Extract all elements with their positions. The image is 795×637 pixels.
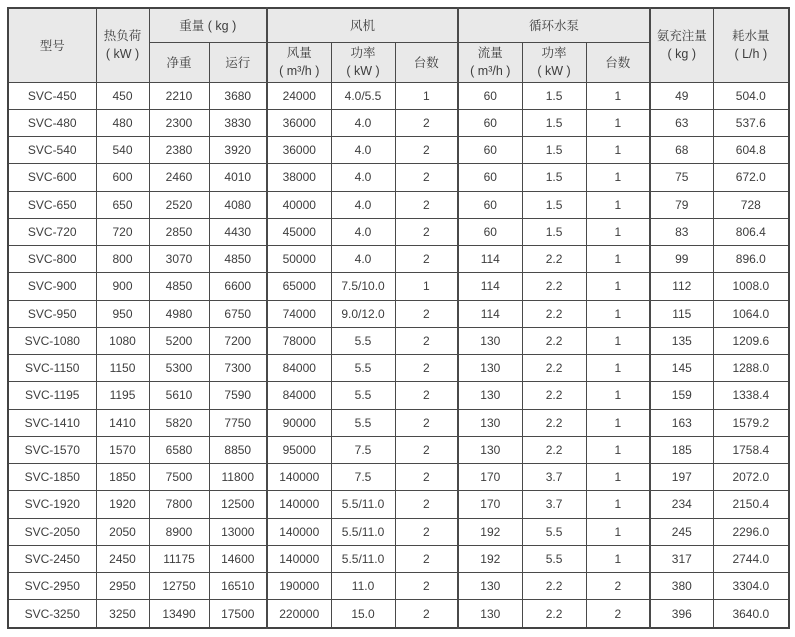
cell-pump_qty: 1 [586, 300, 650, 327]
cell-air_volume: 78000 [267, 327, 331, 354]
cell-pump_qty: 1 [586, 409, 650, 436]
cell-heat_load: 720 [96, 218, 149, 245]
cell-model: SVC-1195 [8, 382, 96, 409]
cell-flow: 60 [458, 164, 522, 191]
cell-fan_power: 5.5 [331, 382, 395, 409]
cell-fan_qty: 2 [395, 573, 458, 600]
cell-net_weight: 5300 [149, 355, 209, 382]
table-row [8, 382, 789, 409]
cell-pump_power: 2.2 [522, 355, 586, 382]
cell-operating_weight: 4430 [209, 218, 267, 245]
cell-heat_load: 1410 [96, 409, 149, 436]
cell-water_consumption: 1209.6 [713, 327, 789, 354]
cell-flow: 114 [458, 300, 522, 327]
cell-water_consumption: 1579.2 [713, 409, 789, 436]
cell-pump_qty: 1 [586, 382, 650, 409]
table-row [8, 137, 789, 164]
col-header-fan-qty: 台数 [395, 42, 458, 82]
cell-pump_qty: 1 [586, 327, 650, 354]
cell-fan_power: 9.0/12.0 [331, 300, 395, 327]
cell-fan_qty: 2 [395, 300, 458, 327]
cell-pump_power: 2.2 [522, 600, 586, 628]
cell-water_consumption: 1758.4 [713, 436, 789, 463]
cell-pump_qty: 1 [586, 218, 650, 245]
col-header-water-consumption [713, 8, 789, 82]
table-row [8, 82, 789, 109]
cell-fan_power: 7.5 [331, 436, 395, 463]
cell-pump_qty: 1 [586, 82, 650, 109]
cell-fan_qty: 2 [395, 355, 458, 382]
cell-ammonia_charge: 396 [650, 600, 713, 628]
cell-fan_qty: 2 [395, 518, 458, 545]
table-row [8, 164, 789, 191]
cell-fan_qty: 2 [395, 545, 458, 572]
cell-operating_weight: 3920 [209, 137, 267, 164]
cell-net_weight: 11175 [149, 545, 209, 572]
table-row [8, 518, 789, 545]
cell-fan_qty: 2 [395, 137, 458, 164]
cell-pump_qty: 1 [586, 191, 650, 218]
cell-water_consumption: 3640.0 [713, 600, 789, 628]
cell-ammonia_charge: 83 [650, 218, 713, 245]
cell-heat_load: 540 [96, 137, 149, 164]
cell-fan_power: 4.0 [331, 109, 395, 136]
table-row [8, 491, 789, 518]
cell-model: SVC-800 [8, 246, 96, 273]
cell-pump_power: 2.2 [522, 409, 586, 436]
cell-fan_qty: 2 [395, 464, 458, 491]
water-label: 耗水量 [732, 29, 770, 44]
cell-water_consumption: 537.6 [713, 109, 789, 136]
col-header-pump-qty: 台数 [586, 42, 650, 82]
group-header-pump: 循环水泵 [458, 8, 650, 42]
table-body [8, 82, 789, 628]
cell-heat_load: 2050 [96, 518, 149, 545]
table-row [8, 600, 789, 628]
cell-water_consumption: 806.4 [713, 218, 789, 245]
ammonia-label: 氨充注量 [656, 29, 707, 44]
cell-heat_load: 1920 [96, 491, 149, 518]
cell-air_volume: 36000 [267, 137, 331, 164]
table-header [8, 8, 789, 82]
cell-air_volume: 50000 [267, 246, 331, 273]
header-row-groups [8, 8, 789, 42]
cell-air_volume: 90000 [267, 409, 331, 436]
cell-ammonia_charge: 185 [650, 436, 713, 463]
table-row [8, 246, 789, 273]
cell-heat_load: 650 [96, 191, 149, 218]
cell-heat_load: 2450 [96, 545, 149, 572]
cell-fan_power: 5.5 [331, 409, 395, 436]
cell-flow: 170 [458, 464, 522, 491]
cell-fan_qty: 2 [395, 436, 458, 463]
cell-water_consumption: 896.0 [713, 246, 789, 273]
air-volume-label: 风量 [286, 45, 312, 60]
cell-fan_power: 11.0 [331, 573, 395, 600]
cell-heat_load: 1195 [96, 382, 149, 409]
cell-model: SVC-600 [8, 164, 96, 191]
cell-heat_load: 1080 [96, 327, 149, 354]
cell-net_weight: 2850 [149, 218, 209, 245]
cell-operating_weight: 4080 [209, 191, 267, 218]
cell-pump_power: 2.2 [522, 382, 586, 409]
cell-ammonia_charge: 197 [650, 464, 713, 491]
cell-model: SVC-2450 [8, 545, 96, 572]
cell-air_volume: 24000 [267, 82, 331, 109]
cell-net_weight: 5820 [149, 409, 209, 436]
cell-air_volume: 84000 [267, 355, 331, 382]
cell-model: SVC-1570 [8, 436, 96, 463]
cell-net_weight: 5200 [149, 327, 209, 354]
col-header-flow [458, 42, 522, 82]
cell-model: SVC-2950 [8, 573, 96, 600]
cell-ammonia_charge: 112 [650, 273, 713, 300]
cell-operating_weight: 14600 [209, 545, 267, 572]
water-unit: ( L/h ) [734, 47, 768, 62]
cell-ammonia_charge: 75 [650, 164, 713, 191]
col-header-heat-load [96, 8, 149, 82]
cell-fan_power: 4.0 [331, 191, 395, 218]
cell-water_consumption: 3304.0 [713, 573, 789, 600]
cell-air_volume: 45000 [267, 218, 331, 245]
cell-model: SVC-950 [8, 300, 96, 327]
cell-pump_qty: 1 [586, 355, 650, 382]
col-header-pump-power [522, 42, 586, 82]
cell-net_weight: 4980 [149, 300, 209, 327]
cell-fan_qty: 2 [395, 382, 458, 409]
cell-fan_power: 4.0 [331, 137, 395, 164]
cell-operating_weight: 8850 [209, 436, 267, 463]
cell-water_consumption: 672.0 [713, 164, 789, 191]
cell-net_weight: 8900 [149, 518, 209, 545]
flow-label: 流量 [477, 45, 503, 60]
cell-pump_power: 2.2 [522, 327, 586, 354]
cell-air_volume: 140000 [267, 545, 331, 572]
cell-fan_power: 4.0 [331, 218, 395, 245]
cell-heat_load: 480 [96, 109, 149, 136]
cell-net_weight: 2520 [149, 191, 209, 218]
cell-operating_weight: 4010 [209, 164, 267, 191]
cell-pump_power: 2.2 [522, 573, 586, 600]
cell-ammonia_charge: 115 [650, 300, 713, 327]
table-row [8, 573, 789, 600]
table-row [8, 545, 789, 572]
cell-water_consumption: 1288.0 [713, 355, 789, 382]
cell-operating_weight: 6750 [209, 300, 267, 327]
cell-pump_qty: 1 [586, 273, 650, 300]
cell-water_consumption: 1338.4 [713, 382, 789, 409]
cell-pump_power: 1.5 [522, 191, 586, 218]
cell-pump_qty: 2 [586, 600, 650, 628]
cell-fan_qty: 2 [395, 600, 458, 628]
cell-model: SVC-480 [8, 109, 96, 136]
cell-fan_power: 4.0/5.5 [331, 82, 395, 109]
cell-heat_load: 1850 [96, 464, 149, 491]
col-header-fan-power [331, 42, 395, 82]
cell-water_consumption: 2744.0 [713, 545, 789, 572]
cell-air_volume: 65000 [267, 273, 331, 300]
cell-model: SVC-1920 [8, 491, 96, 518]
cell-heat_load: 800 [96, 246, 149, 273]
cell-ammonia_charge: 99 [650, 246, 713, 273]
cell-pump_power: 2.2 [522, 273, 586, 300]
cell-heat_load: 2950 [96, 573, 149, 600]
cell-air_volume: 190000 [267, 573, 331, 600]
cell-pump_power: 3.7 [522, 464, 586, 491]
cell-flow: 114 [458, 273, 522, 300]
cell-pump_qty: 1 [586, 436, 650, 463]
cell-flow: 130 [458, 600, 522, 628]
cell-pump_qty: 1 [586, 491, 650, 518]
cell-model: SVC-2050 [8, 518, 96, 545]
table-row [8, 273, 789, 300]
cell-flow: 60 [458, 218, 522, 245]
cell-model: SVC-1080 [8, 327, 96, 354]
cell-operating_weight: 11800 [209, 464, 267, 491]
cell-operating_weight: 6600 [209, 273, 267, 300]
fan-power-label: 功率 [350, 45, 376, 60]
cell-heat_load: 1150 [96, 355, 149, 382]
table-row [8, 327, 789, 354]
cell-flow: 130 [458, 327, 522, 354]
col-header-ammonia-charge [650, 8, 713, 82]
cell-pump_power: 3.7 [522, 491, 586, 518]
heat-load-unit: ( kW ) [105, 47, 140, 62]
cell-air_volume: 220000 [267, 600, 331, 628]
cell-net_weight: 2380 [149, 137, 209, 164]
cell-model: SVC-1150 [8, 355, 96, 382]
cell-air_volume: 36000 [267, 109, 331, 136]
table-row [8, 464, 789, 491]
cell-heat_load: 450 [96, 82, 149, 109]
cell-ammonia_charge: 380 [650, 573, 713, 600]
cell-heat_load: 600 [96, 164, 149, 191]
ammonia-unit: ( kg ) [667, 47, 697, 62]
cell-flow: 130 [458, 355, 522, 382]
cell-air_volume: 95000 [267, 436, 331, 463]
table-row [8, 300, 789, 327]
cell-operating_weight: 17500 [209, 600, 267, 628]
cell-fan_qty: 2 [395, 246, 458, 273]
flow-unit: ( m³/h ) [470, 64, 511, 78]
cell-fan_qty: 2 [395, 164, 458, 191]
col-header-air-volume [267, 42, 331, 82]
col-header-net-weight: 净重 [149, 42, 209, 82]
cell-ammonia_charge: 234 [650, 491, 713, 518]
cell-model: SVC-540 [8, 137, 96, 164]
col-header-model: 型号 [8, 8, 96, 82]
cell-net_weight: 7800 [149, 491, 209, 518]
cell-pump_power: 2.2 [522, 300, 586, 327]
air-volume-unit: ( m³/h ) [279, 64, 320, 78]
cell-heat_load: 3250 [96, 600, 149, 628]
cell-water_consumption: 2296.0 [713, 518, 789, 545]
cell-pump_qty: 1 [586, 518, 650, 545]
table-row [8, 355, 789, 382]
cell-air_volume: 140000 [267, 491, 331, 518]
cell-fan_power: 7.5 [331, 464, 395, 491]
cell-ammonia_charge: 135 [650, 327, 713, 354]
cell-fan_power: 5.5 [331, 355, 395, 382]
cell-air_volume: 40000 [267, 191, 331, 218]
cell-flow: 192 [458, 545, 522, 572]
group-header-fan: 风机 [267, 8, 458, 42]
cell-ammonia_charge: 145 [650, 355, 713, 382]
cell-flow: 130 [458, 573, 522, 600]
cell-model: SVC-900 [8, 273, 96, 300]
cell-pump_power: 1.5 [522, 109, 586, 136]
cell-flow: 170 [458, 491, 522, 518]
cell-pump_power: 2.2 [522, 246, 586, 273]
cell-fan_power: 5.5/11.0 [331, 491, 395, 518]
cell-flow: 130 [458, 382, 522, 409]
cell-operating_weight: 3830 [209, 109, 267, 136]
cell-operating_weight: 12500 [209, 491, 267, 518]
cell-model: SVC-3250 [8, 600, 96, 628]
cell-flow: 192 [458, 518, 522, 545]
cell-model: SVC-450 [8, 82, 96, 109]
cell-fan_qty: 2 [395, 327, 458, 354]
pump-power-label: 功率 [541, 45, 567, 60]
cell-pump_qty: 2 [586, 573, 650, 600]
cell-net_weight: 3070 [149, 246, 209, 273]
cell-fan_power: 5.5/11.0 [331, 545, 395, 572]
cell-fan_power: 5.5/11.0 [331, 518, 395, 545]
cell-pump_power: 1.5 [522, 164, 586, 191]
cell-pump_power: 1.5 [522, 137, 586, 164]
cell-fan_qty: 2 [395, 409, 458, 436]
cell-flow: 130 [458, 436, 522, 463]
cell-pump_qty: 1 [586, 246, 650, 273]
cell-fan_qty: 2 [395, 109, 458, 136]
cell-ammonia_charge: 49 [650, 82, 713, 109]
cell-model: SVC-650 [8, 191, 96, 218]
cell-net_weight: 6580 [149, 436, 209, 463]
cell-pump_qty: 1 [586, 109, 650, 136]
cell-net_weight: 5610 [149, 382, 209, 409]
cell-model: SVC-1850 [8, 464, 96, 491]
cell-net_weight: 4850 [149, 273, 209, 300]
cell-fan_power: 15.0 [331, 600, 395, 628]
cell-heat_load: 950 [96, 300, 149, 327]
cell-pump_power: 1.5 [522, 82, 586, 109]
cell-ammonia_charge: 163 [650, 409, 713, 436]
cell-net_weight: 12750 [149, 573, 209, 600]
cell-water_consumption: 1008.0 [713, 273, 789, 300]
cell-model: SVC-1410 [8, 409, 96, 436]
cell-ammonia_charge: 245 [650, 518, 713, 545]
cell-ammonia_charge: 63 [650, 109, 713, 136]
cell-operating_weight: 7200 [209, 327, 267, 354]
cell-water_consumption: 604.8 [713, 137, 789, 164]
cell-flow: 60 [458, 82, 522, 109]
cell-water_consumption: 504.0 [713, 82, 789, 109]
cell-operating_weight: 16510 [209, 573, 267, 600]
cell-air_volume: 140000 [267, 464, 331, 491]
table-row [8, 109, 789, 136]
table-row [8, 191, 789, 218]
spec-table [7, 7, 790, 629]
cell-heat_load: 1570 [96, 436, 149, 463]
cell-air_volume: 140000 [267, 518, 331, 545]
cell-ammonia_charge: 317 [650, 545, 713, 572]
cell-operating_weight: 7300 [209, 355, 267, 382]
cell-pump_power: 1.5 [522, 218, 586, 245]
cell-net_weight: 2300 [149, 109, 209, 136]
heat-load-label: 热负荷 [103, 29, 142, 44]
cell-pump_power: 2.2 [522, 436, 586, 463]
cell-flow: 130 [458, 409, 522, 436]
cell-pump_power: 5.5 [522, 518, 586, 545]
cell-fan_power: 7.5/10.0 [331, 273, 395, 300]
cell-pump_qty: 1 [586, 164, 650, 191]
cell-ammonia_charge: 79 [650, 191, 713, 218]
pump-power-unit: ( kW ) [537, 64, 571, 78]
cell-net_weight: 2460 [149, 164, 209, 191]
cell-water_consumption: 728 [713, 191, 789, 218]
table-row [8, 409, 789, 436]
cell-operating_weight: 7590 [209, 382, 267, 409]
cell-model: SVC-720 [8, 218, 96, 245]
cell-operating_weight: 7750 [209, 409, 267, 436]
cell-net_weight: 2210 [149, 82, 209, 109]
cell-fan_qty: 1 [395, 273, 458, 300]
cell-fan_qty: 2 [395, 191, 458, 218]
cell-pump_qty: 1 [586, 545, 650, 572]
cell-operating_weight: 4850 [209, 246, 267, 273]
cell-fan_power: 4.0 [331, 164, 395, 191]
cell-flow: 114 [458, 246, 522, 273]
cell-air_volume: 38000 [267, 164, 331, 191]
cell-pump_qty: 1 [586, 137, 650, 164]
cell-ammonia_charge: 68 [650, 137, 713, 164]
cell-water_consumption: 2150.4 [713, 491, 789, 518]
cell-flow: 60 [458, 137, 522, 164]
cell-flow: 60 [458, 191, 522, 218]
cell-fan_qty: 2 [395, 218, 458, 245]
cell-pump_power: 5.5 [522, 545, 586, 572]
table-row [8, 436, 789, 463]
cell-net_weight: 7500 [149, 464, 209, 491]
col-header-operating-weight: 运行 [209, 42, 267, 82]
cell-heat_load: 900 [96, 273, 149, 300]
cell-operating_weight: 13000 [209, 518, 267, 545]
cell-flow: 60 [458, 109, 522, 136]
fan-power-unit: ( kW ) [346, 64, 380, 78]
cell-ammonia_charge: 159 [650, 382, 713, 409]
cell-fan_qty: 2 [395, 491, 458, 518]
cell-air_volume: 84000 [267, 382, 331, 409]
cell-water_consumption: 1064.0 [713, 300, 789, 327]
cell-net_weight: 13490 [149, 600, 209, 628]
cell-fan_power: 5.5 [331, 327, 395, 354]
cell-air_volume: 74000 [267, 300, 331, 327]
group-header-weight: 重量 ( kg ) [149, 8, 267, 42]
cell-pump_qty: 1 [586, 464, 650, 491]
table-row [8, 218, 789, 245]
cell-water_consumption: 2072.0 [713, 464, 789, 491]
cell-fan_power: 4.0 [331, 246, 395, 273]
cell-operating_weight: 3680 [209, 82, 267, 109]
cell-fan_qty: 1 [395, 82, 458, 109]
